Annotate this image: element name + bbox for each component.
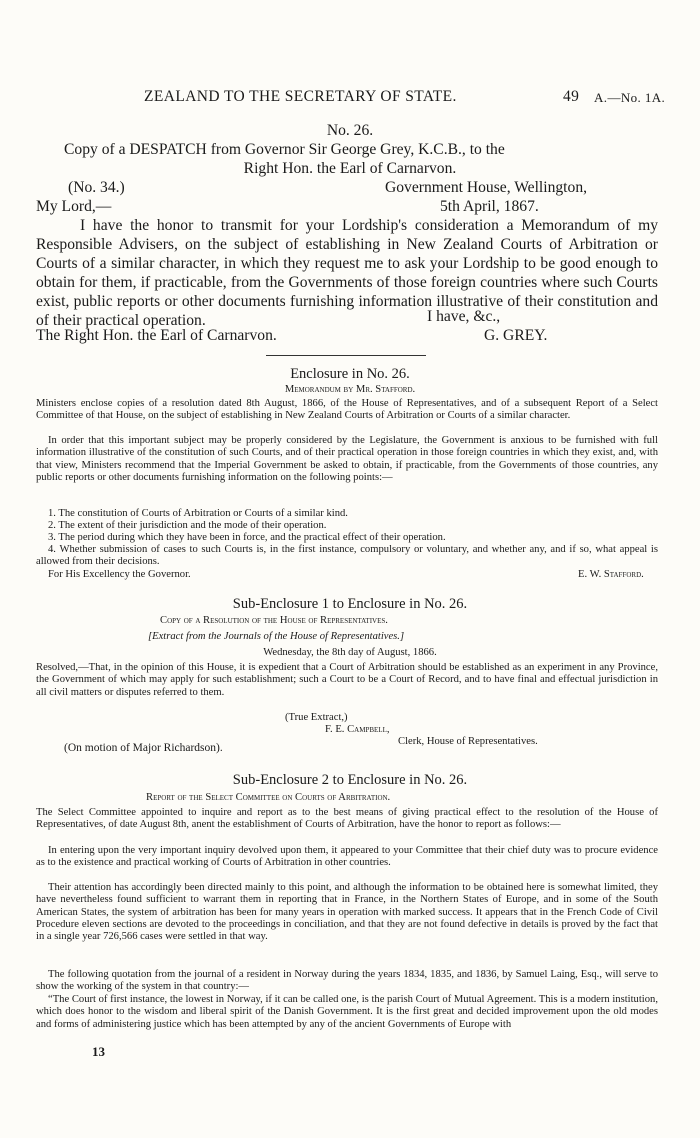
enclosure-paragraph-2: In order that this important subject may be properly considered by the Legislature, the Government is anxious to be furnished with full information illustrative of the constitution of such Courts, and of their practical operation in those foreign countries in which they exist, and, with that view, Ministers recommend that the Imperial Government be asked to obtain, if practicable, from the Governments of those countries, any public reports or other documents furnishing information on the following points:— — [36, 435, 658, 483]
despatch-number: No. 26. — [326, 122, 374, 139]
report-paragraph-1: The Select Committee appointed to inquire and report as to the best means of giving practical effect to the resolution of the House of Representatives, of date August 8th, anent the establishment of Courts of Arbitration, have the honor to report as follows:— — [36, 807, 658, 831]
enclosure-paragraph-1: Ministers enclose copies of a resolution dated 8th August, 1866, of the House of Representatives, and of a subsequent Report of a Select Committee of that House, on the subject of establishing in New Zealand Courts of Arbitration or Courts of a similar character. — [36, 398, 658, 422]
sub-enclosure-2-subheading: Report of the Select Committee on Courts of Arbitration. — [146, 792, 391, 803]
sub-enclosure-1-line1: Copy of a Resolution of the House of Representatives. — [160, 615, 388, 626]
enclosure-point-1: 1. The constitution of Courts of Arbitration or Courts of a similar kind. — [48, 508, 348, 519]
section-divider — [266, 355, 426, 356]
enclosure-for-line: For His Excellency the Governor. — [48, 569, 191, 580]
page-number: 49 — [563, 88, 580, 105]
paper-reference: A.—No. 1A. — [594, 90, 666, 105]
report-paragraph-3: Their attention has accordingly been directed mainly to this point, and although the information to be obtained here is somewhat limited, they have nevertheless found sufficient to warrant them in reporting that in France, in the Northern States of Europe, and in some of the South American States, the system of arbitration has been for many years in operation with marked success. It appears that in the French Code of Civil Procedure eleven sections are devoted to the proceedings in conciliation, and that they are not found defective in details is proved by the fact that in a single year 726,566 cases were settled in that way. — [36, 882, 658, 943]
despatch-title-line1: Copy of a DESPATCH from Governor Sir George Grey, K.C.B., to the — [64, 141, 505, 158]
sub-enclosure-2-heading: Sub-Enclosure 2 to Enclosure in No. 26. — [232, 772, 468, 788]
norway-quotation: “The Court of first instance, the lowest in Norway, if it can be called one, is the parish Court of Mutual Agreement. This is a modern institution, which does honor to the wisdom and liberal spirit of the Danish Government. It is the first great and decided improvement upon the old modes and forms of administering justice which has been attempted by any of the ancient Governments of Europe with — [36, 994, 658, 1030]
despatch-title-line2: Right Hon. the Earl of Carnarvon. — [243, 160, 457, 177]
despatch-closing: I have, &c., — [427, 308, 501, 325]
running-title: ZEALAND TO THE SECRETARY OF STATE. — [144, 88, 457, 105]
clerk-name: F. E. Campbell, — [325, 724, 390, 735]
sub-enclosure-1-heading: Sub-Enclosure 1 to Enclosure in No. 26. — [232, 596, 468, 612]
motion-note: (On motion of Major Richardson). — [64, 742, 223, 754]
sub-enclosure-1-journal-extract: [Extract from the Journals of the House of Representatives.] — [148, 631, 405, 642]
report-paragraph-4: The following quotation from the journal of a resident in Norway during the years 1834, 1835, and 1836, by Samuel Laing, Esq., will serve to show the working of the system in that country:— — [36, 969, 658, 993]
salutation: My Lord,— — [36, 198, 112, 215]
despatch-address: Government House, Wellington, — [385, 179, 588, 196]
despatch-addressee: The Right Hon. the Earl of Carnarvon. — [36, 327, 277, 344]
despatch-ref-number: (No. 34.) — [68, 179, 125, 196]
clerk-title: Clerk, House of Representatives. — [398, 736, 538, 747]
resolution-text: Resolved,—That, in the opinion of this House, it is expedient that a Court of Arbitration should be established as an experiment in any Province, the Government of which may apply for such establishment; such a Court to be a Court of Record, and to have final and effectual jurisdiction in all civil matters or disputes referred to them. — [36, 662, 658, 698]
printer-signature-mark: 13 — [92, 1044, 105, 1059]
enclosure-signatory: E. W. Stafford. — [578, 569, 644, 580]
true-extract: (True Extract,) — [285, 712, 348, 723]
enclosure-point-3: 3. The period during which they have been in force, and the practical effect of their operation. — [48, 532, 446, 543]
despatch-signature: G. GREY. — [484, 327, 548, 344]
sub-enclosure-1-date: Wednesday, the 8th day of August, 1866. — [263, 647, 437, 658]
despatch-body: I have the honor to transmit for your Lordship's consideration a Memorandum of my Responsible Advisers, on the subject of establishing in New Zealand Courts of Arbitration or Courts of a similar character, in which they request me to ask your Lordship to be good enough to obtain for them, if practicable, from the Governments of those foreign countries where such Courts exist, public reports or other documents furnishing information illustrative of their constitution and of their practical operation. — [36, 217, 658, 329]
despatch-date: 5th April, 1867. — [440, 198, 539, 215]
enclosure-point-2: 2. The extent of their jurisdiction and the mode of their operation. — [48, 520, 327, 531]
enclosure-point-4: 4. Whether submission of cases to such Courts is, in the first instance, compulsory or voluntary, and whether any, and if so, what appeal is allowed from their decisions. — [36, 544, 658, 568]
report-paragraph-2: In entering upon the very important inquiry devolved upon them, it appeared to your Committee that their chief duty was to procure evidence as to the existence and practical working of Courts of Arbitration in other countries. — [36, 845, 658, 869]
enclosure-heading: Enclosure in No. 26. — [290, 366, 410, 382]
enclosure-subheading: Memorandum by Mr. Stafford. — [284, 384, 416, 395]
